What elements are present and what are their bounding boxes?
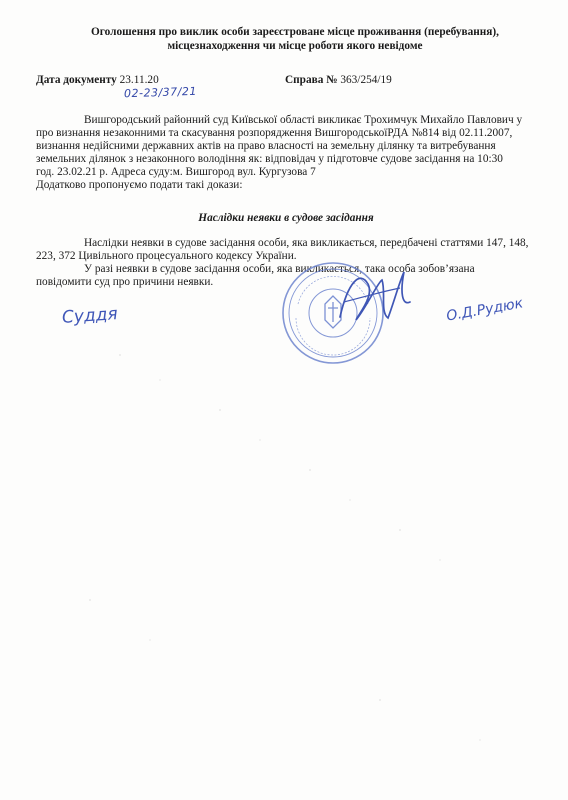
summons-line: Додатково пропонуємо подати такі докази: (36, 178, 243, 191)
summons-line: визнання недійсними державних актів на право власності на земельну ділянку та витребування (36, 139, 496, 152)
summons-line: Вишгородський районний суд Київської області викликає Трохимчук Михайло Павлович у (84, 114, 523, 126)
signature-name: О.Д.Рудюк (445, 295, 525, 325)
title-line: місцезнаходження чи місце роботи якого невідоме (167, 39, 423, 52)
document-title (60, 26, 530, 53)
document-date (36, 74, 159, 86)
signature-label: Суддя (61, 304, 119, 328)
summons-line: земельних ділянок з незаконного володіння як: відповідач у підготовче судове засідання на 10:30 (36, 152, 503, 165)
consequences-line: Наслідки неявки в судове засідання особи, яка викликається, передбачені статтями 147, 148, (84, 237, 529, 249)
consequences-line: 223, 372 Цивільного процесуального кодексу України. (36, 249, 297, 262)
summons-text (36, 114, 536, 191)
consequences-line: У разі неявки в судове засідання особи, яка викликається, така особа зобов’язана (84, 262, 475, 275)
consequences-heading: Наслідки неявки в судове засідання (198, 212, 374, 224)
case-label: Справа № (285, 74, 338, 86)
date-label: Дата документу (36, 74, 117, 86)
consequences-line: повідомити суд про причини неявки. (36, 275, 214, 288)
case-value: 363/254/19 (340, 74, 392, 86)
summons-line: про визнання незаконними та скасування розпорядження ВишгородськоїРДА №814 від 02.11.2007, (36, 126, 513, 139)
handwritten-registration-number: 02-23/37/21 (123, 84, 198, 101)
summons-line: год. 23.02.21 р. Адреса суду:м. Вишгород вул. Кургузова 7 (36, 165, 316, 178)
date-value: 23.11.20 (119, 74, 159, 86)
case-number (285, 74, 392, 86)
judge-signature (330, 262, 430, 332)
title-line: Оголошення про виклик особи зареєстроване місце проживання (перебування), (91, 26, 499, 38)
